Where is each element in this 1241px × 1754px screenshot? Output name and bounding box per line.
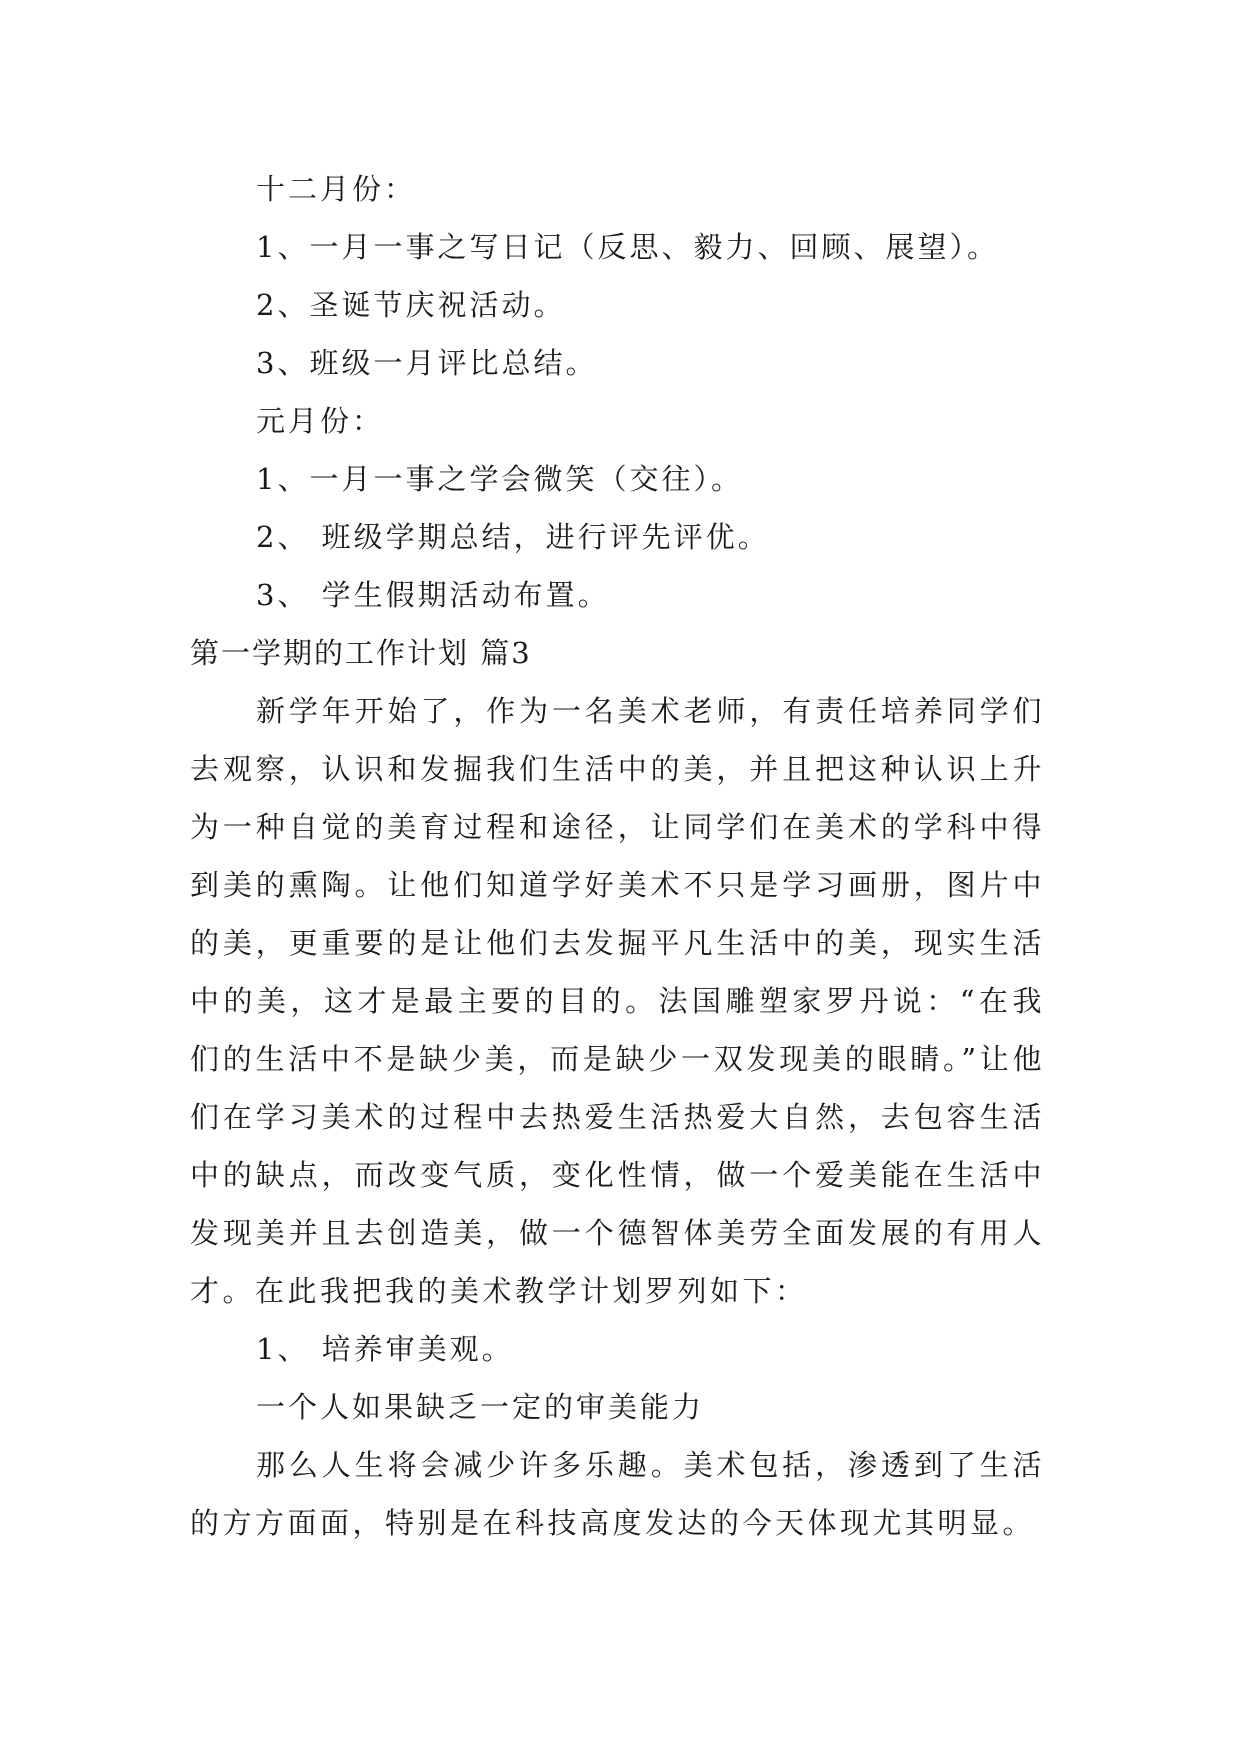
january-item-1: 1、一月一事之学会微笑（交往）。	[256, 462, 743, 496]
point-1-title: 1、 培养审美观。	[256, 1332, 514, 1366]
december-item-2: 2、圣诞节庆祝活动。	[256, 288, 566, 322]
section-heading: 第一学期的工作计划 篇3	[190, 636, 532, 670]
january-item-2: 2、 班级学期总结，进行评先评优。	[256, 520, 770, 554]
december-title: 十二月份：	[256, 172, 417, 206]
december-item-1: 1、一月一事之写日记（反思、毅力、回顾、展望）。	[256, 230, 999, 264]
point-1-line: 一个人如果缺乏一定的审美能力	[256, 1390, 705, 1424]
point-1-paragraph: 那么人生将会减少许多乐趣。美术包括，渗透到了生活的方方面面，特别是在科技高度发达的今天体现尤其明显。	[190, 1448, 1045, 1540]
december-item-3: 3、班级一月评比总结。	[256, 346, 598, 380]
january-title: 元月份：	[256, 404, 385, 438]
intro-paragraph: 新学年开始了，作为一名美术老师，有责任培养同学们去观察，认识和发掘我们生活中的美，并且把这种认识上升为一种自觉的美育过程和途径，让同学们在美术的学科中得到美的熏陶。让他们知道学好美术不只是学习画册，图片中的美，更重要的是让他们去发掘平凡生活中的美，现实生活中的美，这才是最主要的目的。法国雕塑家罗丹说：“在我们的生活中不是缺少美，而是缺少一双发现美的眼睛。”让他们在学习美术的过程中去热爱生活热爱大自然，去包容生活中的缺点，而改变气质，变化性情，做一个爱美能在生活中发现美并且去创造美，做一个德智体美劳全面发展的有用人才。在此我把我的美术教学计划罗列如下：	[190, 694, 1045, 1308]
document-body	[190, 160, 1070, 1552]
january-item-3: 3、 学生假期活动布置。	[256, 578, 610, 612]
